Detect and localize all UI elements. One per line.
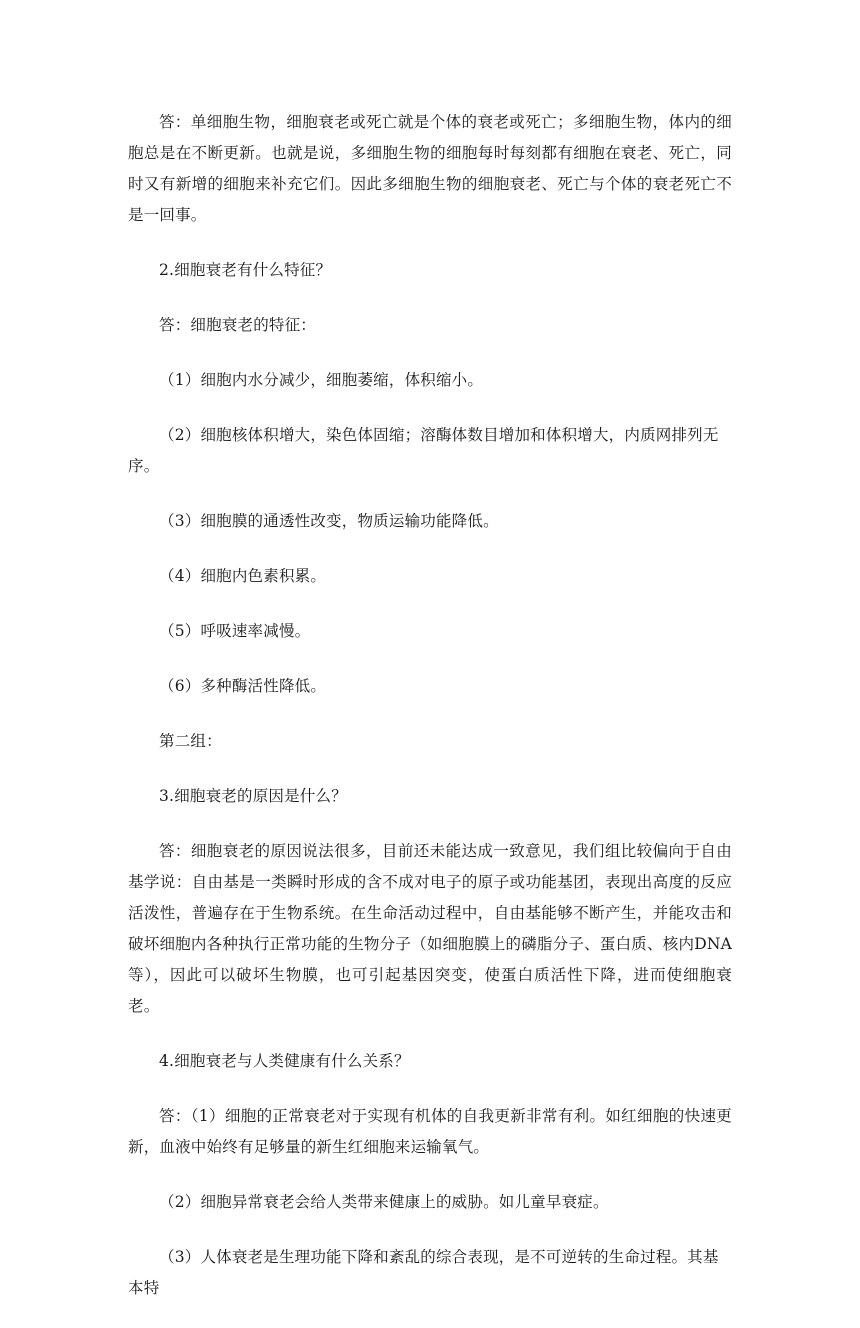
answer-paragraph-4-2: （2）细胞异常衰老会给人类带来健康上的威胁。如儿童早衰症。 — [159, 1193, 609, 1211]
feature-item-4: （4）细胞内色素积累。 — [159, 567, 327, 585]
feature-item-1: （1）细胞内水分减少，细胞萎缩，体积缩小。 — [159, 371, 484, 389]
answer-paragraph-3: 答：细胞衰老的原因说法很多，目前还未能达成一致意见，我们组比较偏向于自由基学说：自由基是一类瞬时形成的含不成对电子的原子或功能基团，表现出高度的反应活泼性，普遍存在于生物系统。在生命活动过程中，自由基能够不断产生，并能攻击和破坏细胞内各种执行正常功能的生物分子（如细胞膜上的磷脂分子、蛋白质、核内DNA等），因此可以破坏生物膜，也可引起基因突变，使蛋白质活性下降，进而使细胞衰老。 — [128, 842, 732, 1015]
question-3: 3.细胞衰老的原因是什么？ — [159, 787, 347, 805]
document-body — [128, 107, 732, 1328]
feature-item-5: （5）呼吸速率减慢。 — [159, 622, 311, 640]
feature-item-3: （3）细胞膜的通透性改变，物质运输功能降低。 — [159, 512, 499, 530]
question-4: 4.细胞衰老与人类健康有什么关系？ — [159, 1052, 410, 1070]
feature-item-6: （6）多种酶活性降低。 — [159, 677, 327, 695]
answer-paragraph-4-1: 答：（1）细胞的正常衰老对于实现有机体的自我更新非常有利。如红细胞的快速更新，血液中始终有足够量的新生红细胞来运输氧气。 — [128, 1107, 732, 1156]
group-heading-2: 第二组： — [159, 732, 222, 750]
answer-paragraph-1: 答：单细胞生物，细胞衰老或死亡就是个体的衰老或死亡；多细胞生物，体内的细胞总是在不断更新。也就是说，多细胞生物的细胞每时每刻都有细胞在衰老、死亡，同时又有新增的细胞来补充它们。因此多细胞生物的细胞衰老、死亡与个体的衰老死亡不是一回事。 — [128, 113, 732, 224]
question-2: 2.细胞衰老有什么特征？ — [159, 261, 332, 279]
answer-intro-2: 答：细胞衰老的特征： — [159, 316, 317, 334]
answer-paragraph-4-3: （3）人体衰老是生理功能下降和紊乱的综合表现，是不可逆转的生命过程。其基本特 — [128, 1248, 719, 1297]
feature-item-2: （2）细胞核体积增大，染色体固缩；溶酶体数目增加和体积增大，内质网排列无序。 — [128, 426, 719, 475]
